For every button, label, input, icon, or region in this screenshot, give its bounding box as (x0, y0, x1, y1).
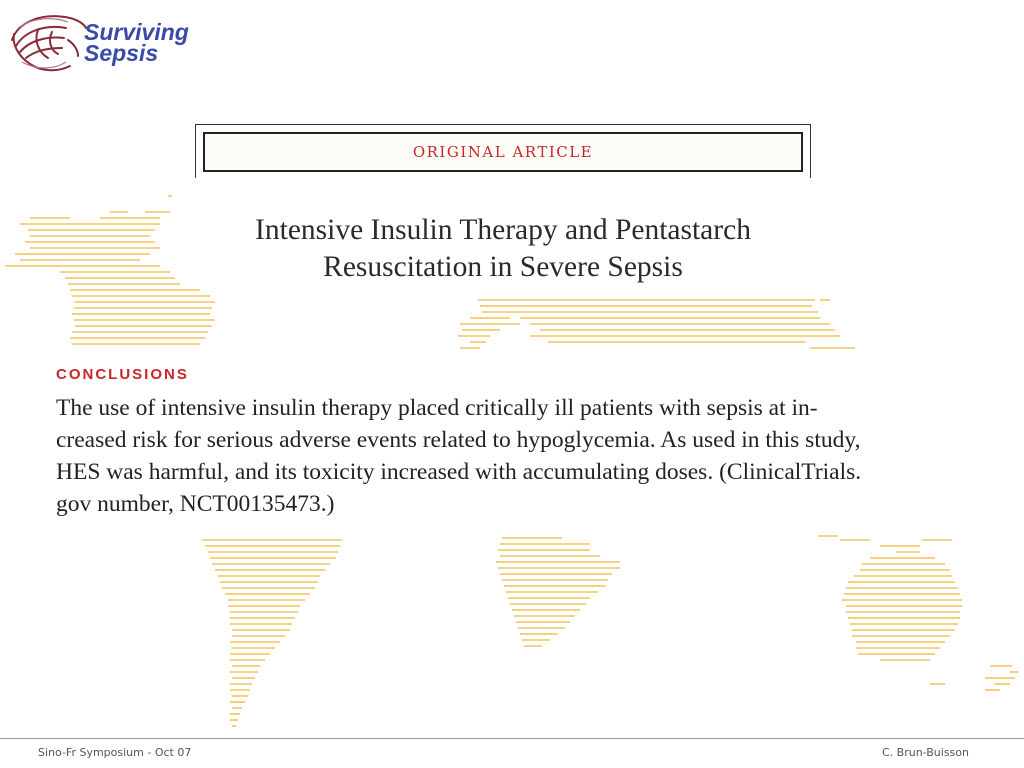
map-region-australia (818, 536, 1018, 690)
map-region-europe-asia (458, 300, 855, 348)
article-title-line-1: Intensive Insulin Therapy and Pentastarch (255, 214, 751, 246)
footer-divider (0, 738, 1024, 739)
hands-logo-icon (8, 10, 88, 76)
map-region-south-america (202, 540, 342, 726)
article-header-box (203, 132, 803, 172)
footer-author: C. Brun-Buisson (881, 746, 969, 759)
logo-text-sepsis: Sepsis (84, 40, 159, 66)
article-title (180, 212, 826, 286)
conclusions-line-3: HES was harmful, and its toxicity increased with accumulating doses. (ClinicalTrials. (56, 459, 862, 485)
conclusions-heading: CONCLUSIONS (56, 366, 189, 383)
conclusions-line-1: The use of intensive insulin therapy placed critically ill patients with sepsis at in- (56, 395, 818, 421)
footer-event: Sino-Fr Symposium - Oct 07 (38, 746, 192, 759)
article-header-frame (195, 124, 811, 178)
conclusions-text (56, 392, 986, 520)
article-title-line-2: Resuscitation in Severe Sepsis (323, 251, 683, 283)
article-type-label: ORIGINAL ARTICLE (412, 143, 594, 161)
conclusions-line-4: gov number, NCT00135473.) (56, 491, 335, 517)
map-region-africa (496, 538, 620, 646)
conclusions-line-2: creased risk for serious adverse events related to hypoglycemia. As used in this study, (56, 427, 861, 453)
surviving-sepsis-logo (8, 10, 218, 76)
logo-text-surviving: Surviving (84, 19, 189, 45)
